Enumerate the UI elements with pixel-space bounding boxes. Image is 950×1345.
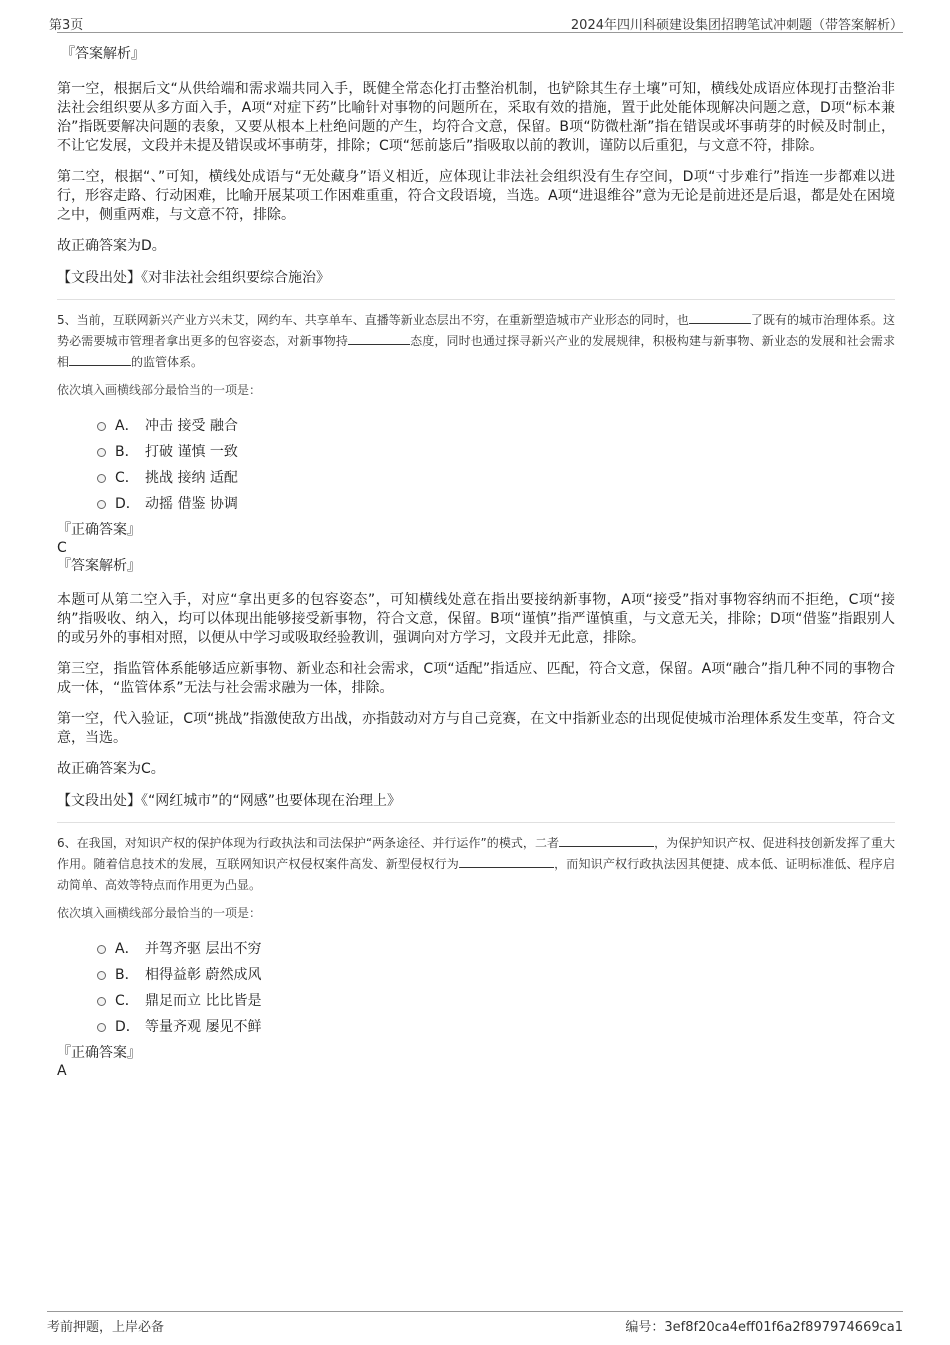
option-a[interactable]: A． 冲击 接受 融合 <box>97 413 895 439</box>
answer-label: 『正确答案』 <box>57 522 141 538</box>
option-b[interactable]: B． 相得益彰 蔚然成风 <box>97 962 895 988</box>
question-text: 6、在我国，对知识产权的保护体现为行政执法和司法保护“两条途径、并行运作”的模式，二者 ，为保护知识产权、促进科技创新发挥了重大作用。随着信息技术的发展，互联网知识产权侵权案件高发、新型侵权行为 ，而知识产权行政执法因其便捷、成本低、证明标准低、程序启动简单、高效等特点而作用更为凸显。 <box>57 836 895 892</box>
analysis-conclusion: 故正确答案为D。 <box>57 238 166 254</box>
option-list <box>97 936 895 1040</box>
fill-blank <box>689 311 751 324</box>
option-b[interactable]: B． 打破 谨慎 一致 <box>97 439 895 465</box>
radio-icon[interactable] <box>97 945 106 954</box>
analysis-paragraph: 第二空，根据“、”可知，横线处成语与“无处藏身”语义相近，应体现让非法社会组织没有生存空间，D项“寸步难行”指连一步都难以进行，形容走路、行动困难，比喻开展某项工作困难重重，符合文段语境，当选。A项“进退维谷”意为无论是前进还是后退，都是处在困境之中，侧重两难，与文意不符，排除。 <box>57 169 895 223</box>
radio-icon[interactable] <box>97 474 106 483</box>
radio-icon[interactable] <box>97 1023 106 1032</box>
option-d[interactable]: D． 等量齐观 屡见不鲜 <box>97 1014 895 1040</box>
footer-slogan: 考前押题，上岸必备 <box>47 1320 165 1335</box>
fill-blank <box>348 332 410 345</box>
option-a[interactable]: A． 并驾齐驱 层出不穷 <box>97 936 895 962</box>
radio-icon[interactable] <box>97 971 106 980</box>
fill-blank <box>69 353 131 366</box>
answer-value: C <box>57 540 67 556</box>
source-citation: 【文段出处】《对非法社会组织要综合施治》 <box>57 270 330 286</box>
page-number: 第3页 <box>49 18 84 33</box>
radio-icon[interactable] <box>97 422 106 431</box>
analysis-label: 『答案解析』 <box>57 558 141 574</box>
analysis-conclusion: 故正确答案为C。 <box>57 761 165 777</box>
source-citation: 【文段出处】《“网红城市”的“网感”也要体现在治理上》 <box>57 793 402 809</box>
page-content <box>57 44 895 1080</box>
analysis-paragraph: 第三空，指监管体系能够适应新事物、新业态和社会需求，C项“适配”指适应、匹配，符合文意，保留。A项“融合”指几种不同的事物合成一体，“监管体系”无法与社会需求融为一体，排除。 <box>57 661 895 696</box>
page-header <box>49 12 903 33</box>
answer-value: A <box>57 1063 67 1079</box>
document-id: 编号：3ef8f20ca4eff01f6a2f897974669ca1 <box>625 1320 903 1335</box>
answer-label: 『正确答案』 <box>57 1045 141 1061</box>
analysis-paragraph: 第一空，代入验证，C项“挑战”指激使敌方出战，亦指鼓动对方与自己竞赛，在文中指新业态的出现促使城市治理体系发生变革，符合文意，当选。 <box>57 711 895 746</box>
option-d[interactable]: D． 动摇 借鉴 协调 <box>97 491 895 517</box>
analysis-paragraph: 第一空，根据后文“从供给端和需求端共同入手，既健全常态化打击整治机制，也铲除其生存土壤”可知，横线处成语应体现打击整治非法社会组织要从多方面入手，A项“对症下药”比喻针对事物的问题所在，采取有效的措施，置于此处能体现解决问题之意，D项“标本兼治”指既要解决问题的表象，又要从根本上杜绝问题的产生，均符合文意，保留。B项“防微杜渐”指在错误或坏事萌芽的时候及时制止，不让它发展，文段并未提及错误或坏事萌芽，排除；C项“惩前毖后”指吸取以前的教训，谨防以后重犯，与文意不符，排除。 <box>57 81 895 154</box>
fill-blank <box>459 855 554 868</box>
option-c[interactable]: C． 挑战 接纳 适配 <box>97 465 895 491</box>
question-prompt: 依次填入画横线部分最恰当的一项是： <box>57 383 262 397</box>
radio-icon[interactable] <box>97 448 106 457</box>
analysis-paragraph: 本题可从第二空入手，对应“拿出更多的包容姿态”，可知横线处意在指出要接纳新事物，A项“接受”指对事物容纳而不拒绝，C项“接纳”指吸收、纳入，均可以体现出能够接受新事物，符合文意，保留。B项“谨慎”指严谨慎重，与文意无关，排除；D项“借鉴”指跟别人的或另外的事相对照，以便从中学习或吸取经验教训，强调向对方学习，文段并无此意，排除。 <box>57 592 895 646</box>
radio-icon[interactable] <box>97 997 106 1006</box>
question-prompt: 依次填入画横线部分最恰当的一项是： <box>57 906 262 920</box>
radio-icon[interactable] <box>97 500 106 509</box>
option-list <box>97 413 895 517</box>
page-footer <box>47 1311 903 1334</box>
document-title: 2024年四川科硕建设集团招聘笔试冲刺题（带答案解析） <box>570 18 903 33</box>
question-text: 5、当前，互联网新兴产业方兴未艾，网约车、共享单车、直播等新业态层出不穷，在重新塑造城市产业形态的同时，也 了既有的城市治理体系。这势必需要城市管理者拿出更多的包容姿态，对新事物持 态度，同时也通过探寻新兴产业的发展规律，积极构建与新事物、新业态的发展和社会需求相 的监管体系。 <box>57 313 895 369</box>
analysis-label: 『答案解析』 <box>61 46 145 62</box>
option-c[interactable]: C． 鼎足而立 比比皆是 <box>97 988 895 1014</box>
fill-blank <box>559 834 654 847</box>
